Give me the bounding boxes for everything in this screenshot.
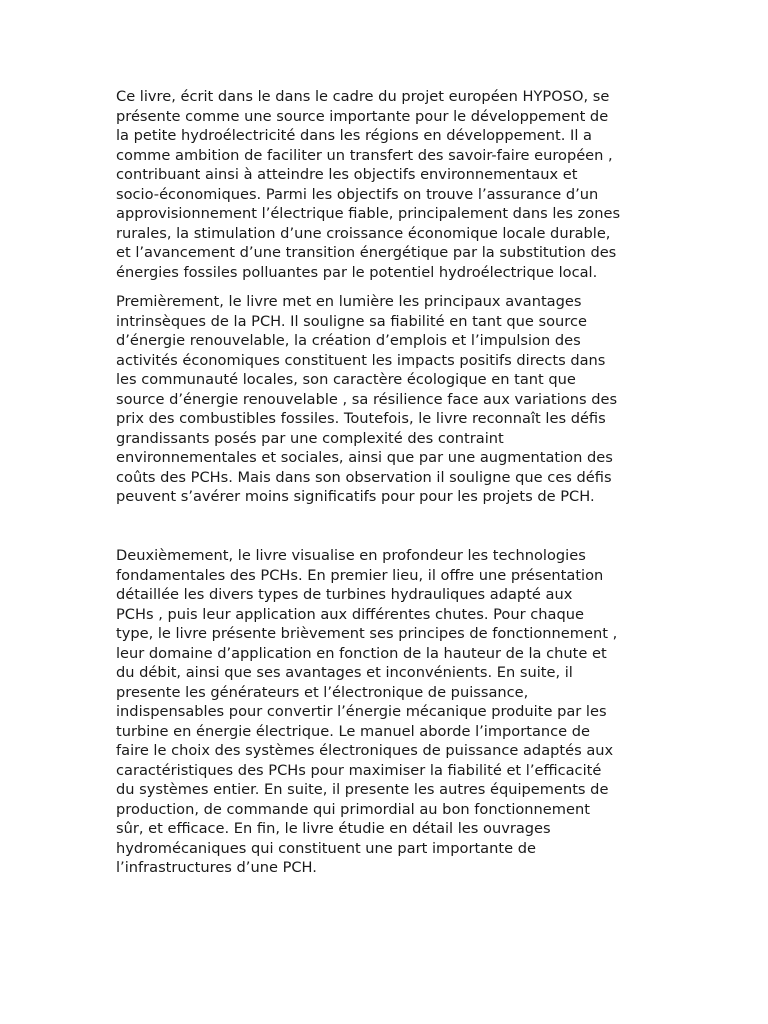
paragraph-advantages: Premièrement, le livre met en lumière les principaux avantages intrinsèques de la PCH. Il souligne sa fiabilité en tant que source d’énergie renouvelable, la création d’emplois et l’impulsion des activités économiques constituent les impacts positifs directs dans les communauté locales, son caractère écologique en tant que source d’énergie renouvelable , sa résilience face aux variations des prix des combustibles fossiles. Toutefois, le livre reconnaît les défis grandissants posés par une complexité des contraint environnementales et sociales, ainsi que par une augmentation des coûts des PCHs. Mais dans son observation il souligne que ces défis peuvent s’avérer moins significatifs pour pour les projets de PCH. [116,293,618,505]
paragraph-technologies: Deuxièmement, le livre visualise en profondeur les technologies fondamentales des PCHs. En premier lieu, il offre une présentation détaillée les divers types de turbines hydrauliques adapté aux PCHs , puis leur application aux différentes chutes. Pour chaque type, le livre présente brièvement ses principes de fonctionnement , leur domaine d’application en fonction de la hauteur de la chute et du débit, ainsi que ses avantages et inconvénients. En suite, il presente les générateurs et l’électronique de puissance, indispensables pour convertir l’énergie mécanique produite par les turbine en énergie électrique. Le manuel aborde l’importance de faire le choix des systèmes électroniques de puissance adaptés aux caractéristiques des PCHs pour maximiser la fiabilité et l’efficacité du systèmes entier. En suite, il presente les autres équipements de production, de commande qui primordial au bon fonctionnement sûr, et efficace. En fin, le livre étudie en détail les ouvrages hydromécaniques qui constituent une part importante de l’infrastructures d’une PCH. [116,547,618,876]
paragraph-introduction: Ce livre, écrit dans le dans le cadre du projet européen HYPOSO, se présente comme une source importante pour le développement de la petite hydroélectricité dans les régions en développement. Il a comme ambition de faciliter un transfert des savoir-faire européen , contribuant ainsi à atteindre les objectifs environnementaux et socio-économiques. Parmi les objectifs on trouve l’assurance d’un approvisionnement l’électrique fiable, principalement dans les zones rurales, la stimulation d’une croissance économique locale durable, et l’avancement d’une transition énergétique par la substitution des énergies fossiles polluantes par le potentiel hydroélectrique local. [116,88,621,281]
